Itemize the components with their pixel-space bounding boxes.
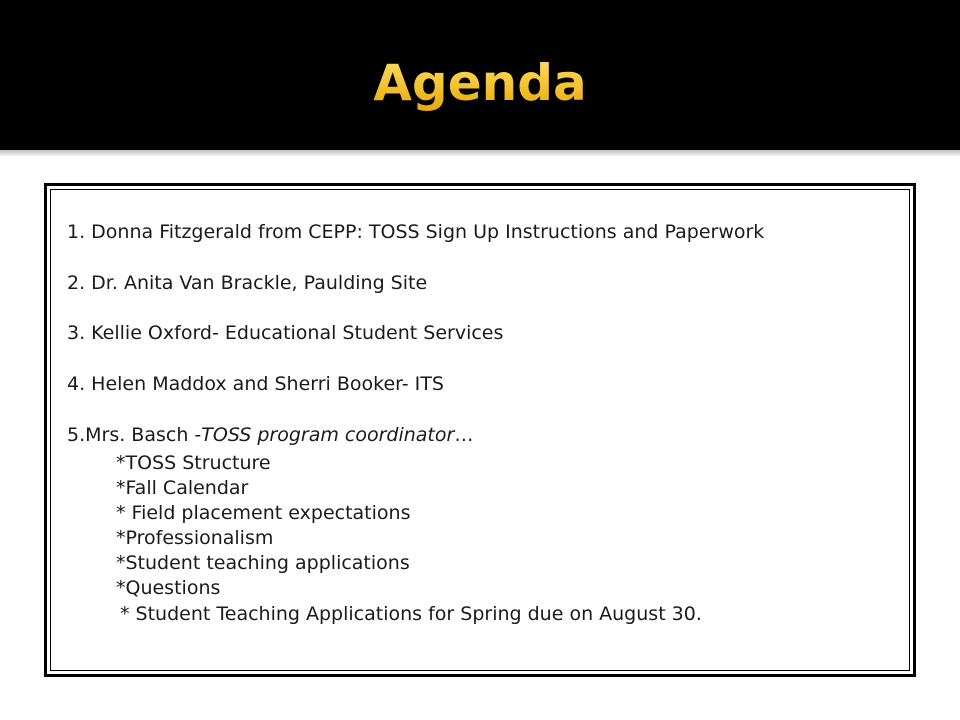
agenda-subitem-spring-deadline: * Student Teaching Applications for Spring due on August 30. [120, 603, 702, 625]
agenda-subitem-fall-calendar: *Fall Calendar [116, 477, 249, 499]
agenda-item-4: 4. Helen Maddox and Sherri Booker- ITS [67, 373, 444, 395]
agenda-item-5-role: TOSS program coordinator [201, 424, 455, 446]
agenda-subitem-questions: *Questions [116, 577, 221, 599]
agenda-subitem-student-teaching-applications: *Student teaching applications [116, 552, 410, 574]
agenda-item-2: 2. Dr. Anita Van Brackle, Paulding Site [67, 272, 428, 294]
agenda-item-1: 1. Donna Fitzgerald from CEPP: TOSS Sign Up Instructions and Paperwork [67, 221, 765, 243]
agenda-item-5 [67, 423, 473, 448]
slide-title: Agenda [0, 48, 960, 118]
agenda-item-5-prefix: 5.Mrs. Basch - [67, 424, 202, 446]
agenda-subitem-professionalism: *Professionalism [116, 527, 274, 549]
agenda-item-3: 3. Kellie Oxford- Educational Student Services [67, 322, 504, 344]
agenda-subitem-field-placement: * Field placement expectations [116, 502, 411, 524]
agenda-item-5-suffix: … [454, 424, 474, 446]
agenda-subitem-toss-structure: *TOSS Structure [116, 452, 271, 474]
